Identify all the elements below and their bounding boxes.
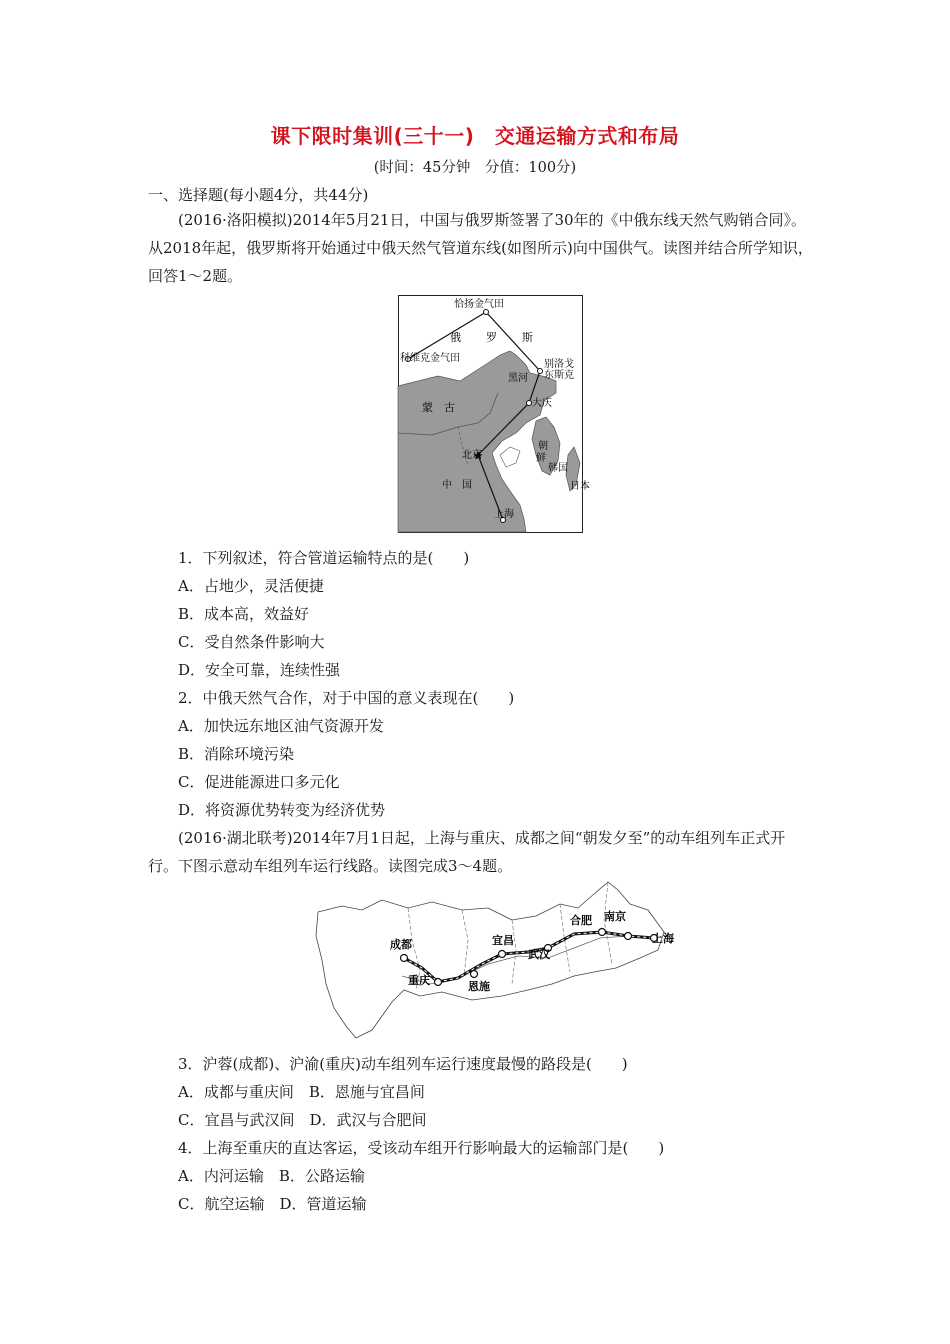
label-russia-3: 斯 bbox=[522, 331, 533, 344]
pipeline-map bbox=[398, 295, 590, 533]
label-yichang: 宜昌 bbox=[492, 934, 514, 947]
page-title: 课下限时集训(三十一) 交通运输方式和布局 bbox=[270, 124, 680, 148]
label-chongqing: 重庆 bbox=[408, 974, 430, 987]
label-russia-2: 罗 bbox=[486, 331, 497, 344]
question-3-options-cd[interactable]: C．宜昌与武汉间 D．武汉与合肥间 bbox=[178, 1111, 427, 1129]
label-japan: 日本 bbox=[570, 481, 590, 492]
question-4-stem: 4．上海至重庆的直达客运，受该动车组开行影响最大的运输部门是( ) bbox=[178, 1139, 665, 1157]
question-2-option-c[interactable]: C．促进能源进口多元化 bbox=[178, 773, 340, 791]
label-heihe: 黑河 bbox=[508, 373, 528, 384]
question-2-option-d[interactable]: D．将资源优势转变为经济优势 bbox=[178, 801, 386, 819]
intro-paragraph-2: (2016·湖北联考)2014年7月1日起，上海与重庆、成都之间“朝发夕至”的动车组列车正式开行。下图示意动车组列车运行线路。读图完成3～4题。 bbox=[148, 829, 786, 875]
question-1-option-a[interactable]: A．占地少，灵活便捷 bbox=[178, 577, 324, 595]
rail-route-map bbox=[312, 880, 692, 1042]
question-1-option-c[interactable]: C．受自然条件影响大 bbox=[178, 633, 325, 651]
label-china: 中 国 bbox=[442, 480, 472, 491]
label-chayanda: 恰扬金气田 bbox=[454, 299, 504, 310]
label-south-korea: 韩国 bbox=[548, 463, 568, 474]
section-heading: 一、选择题(每小题4分，共44分) bbox=[148, 186, 369, 204]
label-beijing: 北京 bbox=[462, 450, 482, 461]
label-nanjing: 南京 bbox=[604, 910, 626, 923]
question-4-options-cd[interactable]: C．航空运输 D．管道运输 bbox=[178, 1195, 367, 1213]
label-blagoveshchensk-1: 别洛戈 bbox=[544, 359, 574, 370]
question-1-stem: 1．下列叙述，符合管道运输特点的是( ) bbox=[178, 549, 470, 567]
label-shanghai: 上海 bbox=[652, 932, 674, 945]
question-2-stem: 2．中俄天然气合作，对于中国的意义表现在( ) bbox=[178, 689, 515, 707]
question-3-options-ab[interactable]: A．成都与重庆间 B．恩施与宜昌间 bbox=[178, 1083, 425, 1101]
question-3-stem: 3．沪蓉(成都)、沪渝(重庆)动车组列车运行速度最慢的路段是( ) bbox=[178, 1055, 628, 1073]
label-kovykta: 科维克金气田 bbox=[400, 353, 460, 364]
label-russia-1: 俄 bbox=[450, 331, 461, 344]
label-chengdu: 成都 bbox=[390, 938, 412, 951]
exam-info: (时间：45分钟 分值：100分) bbox=[373, 160, 577, 176]
question-2-option-a[interactable]: A．加快远东地区油气资源开发 bbox=[178, 717, 384, 735]
question-1-option-d[interactable]: D．安全可靠，连续性强 bbox=[178, 661, 341, 679]
intro-paragraph-1: (2016·洛阳模拟)2014年5月21日，中国与俄罗斯签署了30年的《中俄东线天然气购销合同》。从2018年起，俄罗斯将开始通过中俄天然气管道东线(如图所示)向中国供气。读图并结合所学知识，回答1～2题。 bbox=[148, 211, 813, 285]
label-daqing: 大庆 bbox=[532, 398, 552, 409]
question-4-options-ab[interactable]: A．内河运输 B．公路运输 bbox=[178, 1167, 365, 1185]
label-blagoveshchensk-2: 东斯克 bbox=[544, 370, 574, 381]
label-enshi: 恩施 bbox=[468, 980, 490, 993]
label-shanghai: 上海 bbox=[494, 509, 514, 520]
label-mongolia: 蒙 古 bbox=[422, 401, 455, 414]
label-wuhan: 武汉 bbox=[528, 948, 550, 961]
label-hefei: 合肥 bbox=[570, 914, 592, 927]
label-north-korea-1: 朝 bbox=[538, 441, 548, 452]
question-2-option-b[interactable]: B．消除环境污染 bbox=[178, 745, 295, 763]
question-1-option-b[interactable]: B．成本高，效益好 bbox=[178, 605, 310, 623]
label-north-korea-2: 鲜 bbox=[536, 453, 546, 464]
